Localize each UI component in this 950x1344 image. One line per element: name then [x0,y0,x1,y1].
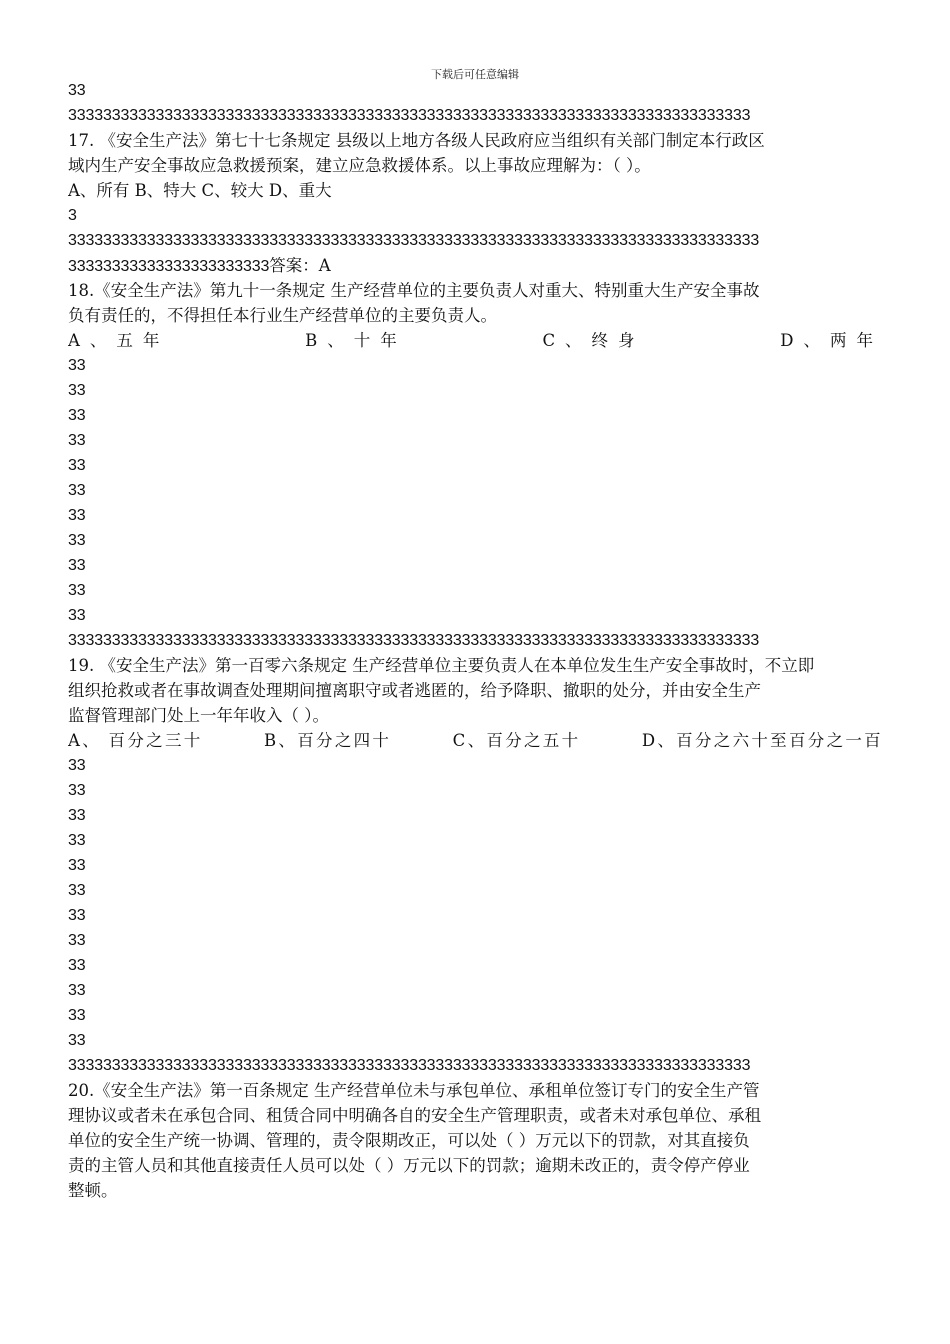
q18-option-d: D、两年 [780,331,883,350]
q17-answer: 答案：A [269,256,331,275]
filler-line: 33 [68,582,86,599]
filler-line: 33 [68,382,86,399]
q18-text-line1: 18.《安全生产法》第九十一条规定 生产经营单位的主要负责人对重大、特别重大生产安全事故 [68,281,760,300]
filler-line: 33 [68,607,86,624]
filler-line: 33 [68,782,86,799]
filler-line: 3333333333333333333333333333333333333333333333333333333333333333333333333333333 [68,632,760,649]
filler-line: 33 [68,407,86,424]
filler-line: 33 [68,482,86,499]
q20-text-line4: 责的主管人员和其他直接责任人员可以处（ ）万元以下的罚款；逾期未改正的，责令停产停业 [68,1156,750,1175]
q18-option-c: C、终身 [542,331,645,350]
q19-text-line1: 19. 《安全生产法》第一百零六条规定 生产经营单位主要负责人在本单位发生生产安全事故时，不立即 [68,656,815,675]
filler-line: 33 [68,357,86,374]
q20-text-line5: 整顿。 [68,1181,118,1200]
filler-line: 33 [68,507,86,524]
filler-line: 33 [68,882,86,899]
filler-line: 33 [68,457,86,474]
filler-line: 33 [68,807,86,824]
q19-option-d: D、百分之六十至百分之一百 [641,731,883,750]
filler-line: 33 [68,82,86,99]
filler-line: 333333333333333333333333333333333333333333333333333333333333333333333333333333 [68,1057,751,1074]
filler-line: 33 [68,832,86,849]
q19-text-line3: 监督管理部门处上一年年收入（ ）。 [68,706,329,725]
q17-text-line2: 域内生产安全事故应急救援预案，建立应急救援体系。以上事故应理解为：（ ）。 [68,156,651,175]
q20-text-line3: 单位的安全生产统一协调、管理的，责令限期改正，可以处（ ）万元以下的罚款，对其直接负 [68,1131,750,1150]
filler-line: 33 [68,532,86,549]
q19-text-line2: 组织抢救或者在事故调查处理期间擅离职守或者逃匿的，给予降职、撤职的处分，并由安全生产 [68,681,761,700]
filler-line: 33 [68,757,86,774]
filler-line: 33 [68,932,86,949]
filler-line: 3333333333333333333333333333333333333333333333333333333333333333333333333333333 [68,232,760,249]
filler-line: 33 [68,857,86,874]
q20-text-line2: 理协议或者未在承包合同、租赁合同中明确各自的安全生产管理职责，或者未对承包单位、承租 [68,1106,761,1125]
q17-answer-line [68,253,883,278]
q19-option-a: A、 百分之三十 [68,731,203,750]
q18-option-a: A、五年 [68,331,170,350]
q19-option-b: B、百分之四十 [264,731,392,750]
filler-line: 33 [68,1032,86,1049]
filler-line: 33 [68,957,86,974]
q17-options: A、所有 B、特大 C、较大 D、重大 [68,181,332,200]
filler-line: 33 [68,907,86,924]
document-body [68,78,883,1203]
filler-line: 333333333333333333333333333333333333333333333333333333333333333333333333333333 [68,107,751,124]
q18-options [68,328,883,353]
page-header: 下载后可任意编辑 [431,68,519,81]
q17-text-line1: 17. 《安全生产法》第七十七条规定 县级以上地方各级人民政府应当组织有关部门制定本行政区 [68,131,765,150]
filler-line: 33 [68,982,86,999]
filler-line: 33 [68,557,86,574]
filler-line: 33 [68,432,86,449]
q19-option-c: C、百分之五十 [452,731,581,750]
filler-line: 33 [68,1007,86,1024]
q18-option-b: B、十年 [305,331,407,350]
filler-prefix: 33333333333333333333333 [68,258,270,275]
filler-line: 3 [68,207,77,224]
q20-text-line1: 20.《安全生产法》第一百条规定 生产经营单位未与承包单位、承租单位签订专门的安全生产管 [68,1081,760,1100]
q19-options [68,728,883,753]
q18-text-line2: 负有责任的，不得担任本行业生产经营单位的主要负责人。 [68,306,497,325]
